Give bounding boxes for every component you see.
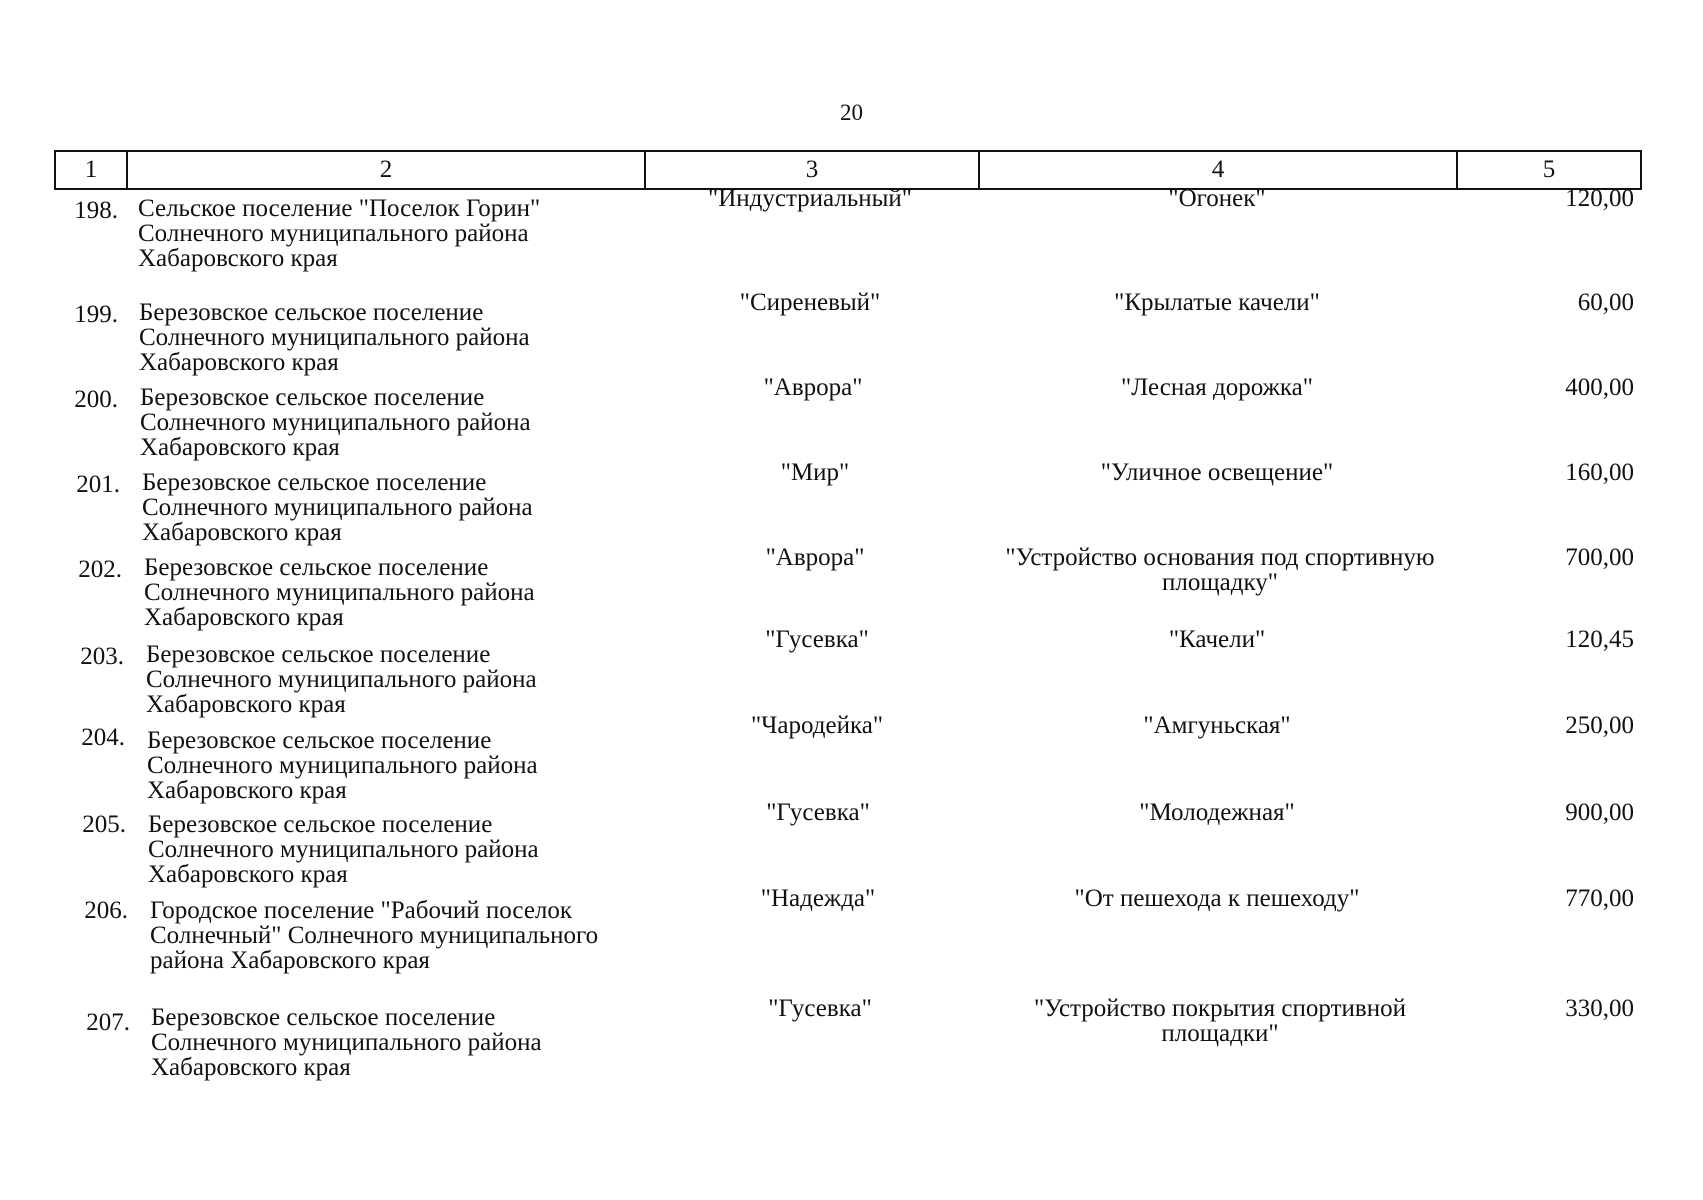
row-col-3: "Чародейка"	[750, 712, 884, 739]
row-number: 205.	[82, 811, 126, 838]
row-col-5: 400,00	[1565, 374, 1634, 401]
row-col-3: "Аврора"	[763, 374, 863, 401]
row-col-3: "Гусевка"	[768, 995, 872, 1022]
row-settlement: Березовское сельское поселение Солнечного муниципального района Хабаровского края	[139, 299, 530, 376]
header-col-1: 1	[55, 151, 127, 189]
page-number: 20	[840, 100, 863, 125]
row-number: 198.	[74, 197, 118, 224]
row-col-4: "Молодежная"	[1139, 799, 1295, 826]
row-col-5: 330,00	[1565, 995, 1634, 1022]
row-number: 203.	[80, 643, 124, 670]
row-settlement: Березовское сельское поселение Солнечного муниципального района Хабаровского края	[140, 384, 531, 461]
row-col-5: 160,00	[1565, 459, 1634, 486]
row-number: 204.	[81, 724, 125, 751]
row-number: 199.	[74, 301, 118, 328]
row-settlement: Березовское сельское поселение Солнечного муниципального района Хабаровского края	[146, 641, 537, 718]
row-col-5: 250,00	[1565, 712, 1634, 739]
row-col-3: "Гусевка"	[766, 799, 870, 826]
row-col-4: "Лесная дорожка"	[1121, 374, 1313, 401]
header-col-5: 5	[1457, 151, 1641, 189]
row-settlement: Березовское сельское поселение Солнечного муниципального района Хабаровского края	[151, 1004, 542, 1081]
row-settlement: Березовское сельское поселение Солнечного муниципального района Хабаровского края	[144, 554, 535, 631]
row-col-3: "Гусевка"	[765, 626, 869, 653]
row-col-4: "Амгуньская"	[1143, 712, 1291, 739]
row-col-3: "Сиреневый"	[739, 289, 881, 316]
row-col-5: 120,45	[1565, 626, 1634, 653]
row-col-5: 900,00	[1565, 799, 1634, 826]
row-col-4: "Уличное освещение"	[1100, 459, 1334, 486]
row-col-5: 770,00	[1565, 885, 1634, 912]
row-col-4: "Устройство основания под спортивную площадку"	[1005, 544, 1435, 596]
row-col-4: "Качели"	[1168, 626, 1266, 653]
row-settlement: Городское поселение "Рабочий поселок Солнечный" Солнечного муниципального района Хабаровского края	[150, 897, 599, 974]
row-number: 200.	[74, 386, 118, 413]
row-col-5: 700,00	[1565, 544, 1634, 571]
row-col-3: "Аврора"	[765, 544, 865, 571]
row-settlement: Березовское сельское поселение Солнечного муниципального района Хабаровского края	[142, 469, 533, 546]
row-settlement: Березовское сельское поселение Солнечного муниципального района Хабаровского края	[147, 727, 538, 804]
row-col-5: 120,00	[1565, 185, 1634, 212]
row-col-4: "Крылатые качели"	[1114, 289, 1320, 316]
row-settlement: Березовское сельское поселение Солнечного муниципального района Хабаровского края	[148, 811, 539, 888]
row-number: 202.	[78, 556, 122, 583]
row-col-4: "От пешехода к пешеходу"	[1074, 885, 1360, 912]
row-col-5: 60,00	[1577, 289, 1634, 316]
row-col-4: "Огонек"	[1168, 185, 1266, 212]
row-number: 201.	[76, 471, 120, 498]
header-col-3: 3	[645, 151, 979, 189]
row-col-3: "Индустриальный"	[707, 185, 913, 212]
row-col-4: "Устройство покрытия спортивной площадки"	[1034, 995, 1406, 1047]
row-number: 207.	[86, 1009, 130, 1036]
row-number: 206.	[84, 897, 128, 924]
header-col-4: 4	[979, 151, 1457, 189]
row-col-3: "Мир"	[780, 459, 850, 486]
header-col-2: 2	[127, 151, 645, 189]
row-settlement: Сельское поселение "Поселок Горин" Солнечного муниципального района Хабаровского края	[138, 195, 541, 272]
row-col-3: "Надежда"	[760, 885, 876, 912]
